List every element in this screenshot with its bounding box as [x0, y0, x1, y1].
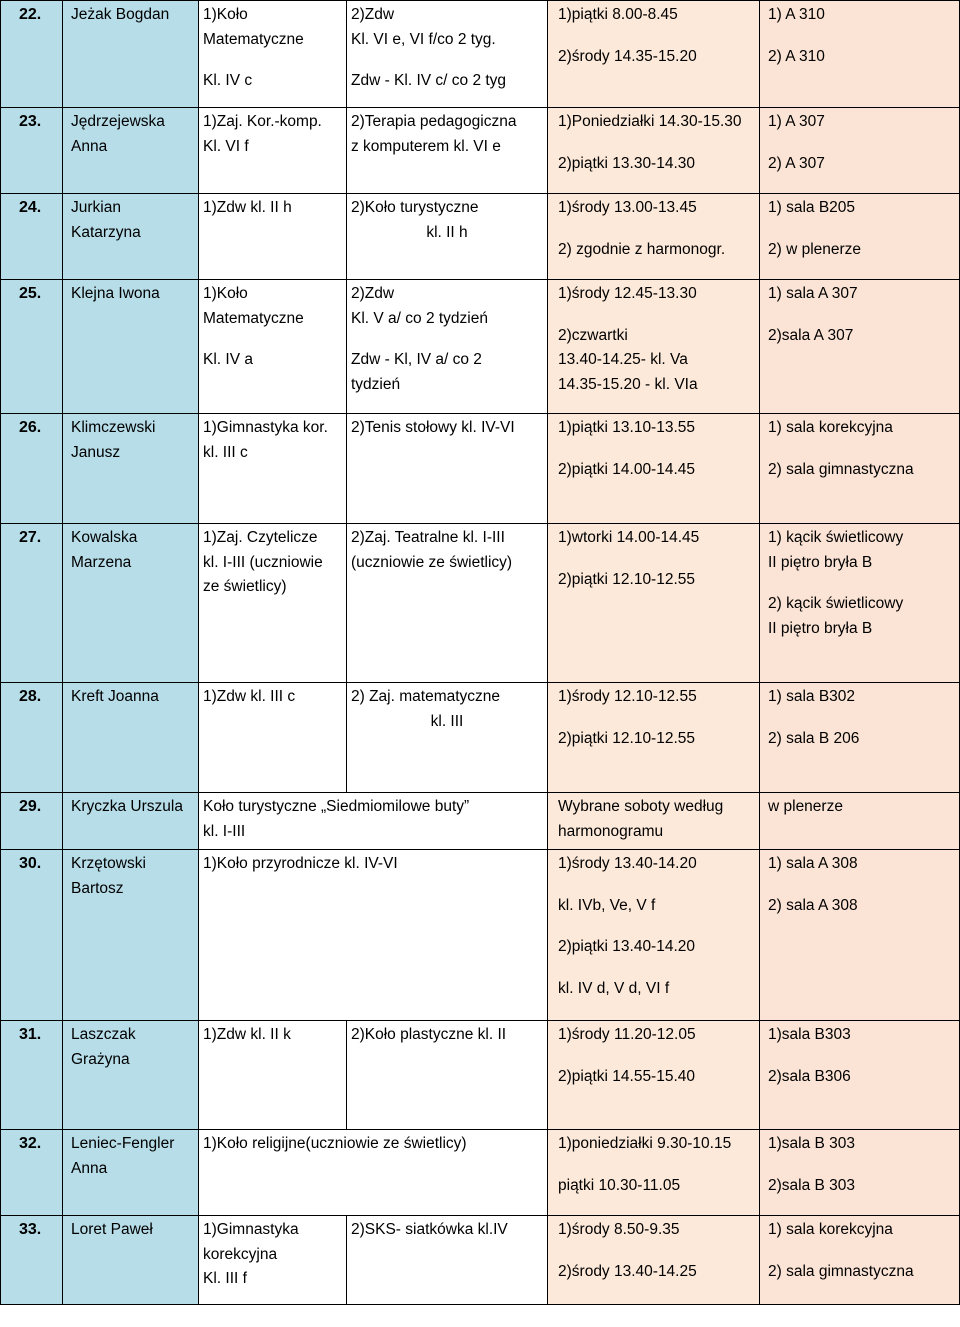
table-row: [1, 524, 960, 683]
act1-line: kl. III c: [203, 443, 248, 461]
time-line: 2)czwartki: [558, 326, 628, 344]
act2-line: Zdw - Kl. IV c/ co 2 tyg: [351, 72, 507, 89]
activity-2: [347, 683, 548, 793]
name-line: Anna: [71, 1159, 108, 1177]
name-line: Kreft Joanna: [71, 688, 159, 705]
teacher-name: [63, 1216, 199, 1305]
activity-2: [347, 524, 548, 683]
room-line: II piętro bryła B: [768, 619, 873, 637]
room-location: [760, 850, 960, 1021]
act1-line: ze świetlicy): [203, 578, 287, 595]
row-number: 25.: [1, 280, 63, 414]
room-location: [760, 683, 960, 793]
activity-1: [199, 793, 548, 850]
line-spacer: [558, 1243, 755, 1260]
act1-line: 1)Gimnastyka kor.: [203, 419, 328, 436]
activity-1: [199, 108, 347, 194]
line-spacer: [558, 1048, 755, 1065]
time-line: 2)piątki 14.55-15.40: [558, 1067, 696, 1085]
room-location: [760, 1130, 960, 1216]
room-line: 1) sala A 308: [768, 855, 858, 872]
table-row: [1, 1130, 960, 1216]
line-spacer: [768, 575, 955, 592]
time-line: 1)środy 12.45-13.30: [558, 285, 697, 302]
act1-line: Kl. IV a: [203, 351, 253, 368]
line-spacer: [558, 877, 755, 894]
act1-line: 1)Zaj. Czytelicze: [203, 529, 318, 546]
act2-line: 2)Tenis stołowy kl. IV-VI: [351, 419, 515, 436]
room-line: II piętro bryła B: [768, 553, 873, 571]
act1-line: Koło turystyczne „Siedmiomilowe buty”: [203, 798, 470, 815]
time-line: 2) zgodnie z harmonogr.: [558, 240, 726, 258]
name-line: Loret Paweł: [71, 1221, 153, 1238]
name-line: Anna: [71, 137, 108, 155]
room-line: 1) A 310: [768, 6, 825, 23]
room-line: 1) kącik świetlicowy: [768, 529, 904, 546]
room-line: w plenerze: [768, 798, 843, 815]
row-number: 22.: [1, 1, 63, 108]
name-line: Kryczka Urszula: [71, 798, 183, 815]
line-spacer: [558, 221, 755, 238]
room-line: 2) kącik świetlicowy: [768, 595, 904, 612]
room-line: 2)sala B306: [768, 1067, 851, 1085]
room-location: [760, 1021, 960, 1130]
teacher-name: [63, 850, 199, 1021]
line-spacer: [558, 307, 755, 324]
table-row: [1, 793, 960, 850]
teacher-name: [63, 280, 199, 414]
line-spacer: [768, 1157, 955, 1174]
line-spacer: [768, 1243, 955, 1260]
table-row: [1, 1, 960, 108]
room-line: 1) sala A 307: [768, 285, 858, 302]
time-line: 1)środy 13.40-14.20: [558, 855, 697, 872]
schedule-time: [548, 194, 760, 280]
room-line: 1) sala B205: [768, 199, 856, 216]
name-line: Jurkian: [71, 199, 121, 216]
time-line: piątki 10.30-11.05: [558, 1176, 681, 1194]
schedule-time: [548, 683, 760, 793]
line-spacer: [768, 28, 955, 45]
act1-line: 1)Zdw kl. II h: [203, 199, 292, 216]
room-line: 2) sala B 206: [768, 729, 860, 747]
time-line: 1)środy 11.20-12.05: [558, 1026, 696, 1043]
row-number: 24.: [1, 194, 63, 280]
act2-line: 2)Terapia pedagogiczna: [351, 113, 517, 130]
time-line: 2)piątki 12.10-12.55: [558, 570, 696, 588]
room-location: [760, 524, 960, 683]
line-spacer: [558, 28, 755, 45]
activity-2: [347, 1, 548, 108]
activity-2: [347, 280, 548, 414]
room-line: 1) sala korekcyjna: [768, 419, 893, 436]
row-number: 30.: [1, 850, 63, 1021]
act2-line: 2)Zdw: [351, 285, 395, 302]
act1-line: Matematyczne: [203, 30, 304, 48]
teacher-name: [63, 683, 199, 793]
act2-line: Zdw - Kl, IV a/ co 2: [351, 351, 482, 368]
table-row: [1, 1021, 960, 1130]
act2-line: Kl. VI e, VI f/co 2 tyg.: [351, 30, 496, 48]
act1-line: 1)Koło: [203, 285, 248, 302]
time-line: 2)środy 14.35-15.20: [558, 47, 697, 65]
room-line: 2) A 310: [768, 47, 825, 65]
time-line: 1)Poniedziałki 14.30-15.30: [558, 113, 742, 130]
schedule-time: [548, 1021, 760, 1130]
time-line: 1)piątki 8.00-8.45: [558, 6, 678, 23]
activity-2: [347, 194, 548, 280]
act2-line: 2)Koło turystyczne: [351, 199, 479, 216]
name-line: Krzętowski: [71, 855, 146, 872]
room-location: [760, 108, 960, 194]
act2-line: Kl. V a/ co 2 tydzień: [351, 309, 488, 327]
activity-2: [347, 1216, 548, 1305]
act1-line: korekcyjna: [203, 1245, 278, 1263]
room-line: 1) sala korekcyjna: [768, 1221, 893, 1238]
act1-line: 1)Koło religijne(uczniowie ze świetlicy): [203, 1135, 467, 1152]
act1-line: Kl. III f: [203, 1270, 247, 1287]
line-spacer: [558, 1157, 755, 1174]
name-line: Klimczewski: [71, 419, 156, 436]
time-line: Wybrane soboty według: [558, 798, 724, 815]
line-spacer: [558, 551, 755, 568]
line-spacer: [558, 918, 755, 935]
table-row: [1, 683, 960, 793]
row-number: 32.: [1, 1130, 63, 1216]
schedule-body: [1, 1, 960, 1305]
line-spacer: [768, 221, 955, 238]
line-spacer: [768, 135, 955, 152]
name-line: Jędrzejewska: [71, 113, 165, 130]
activity-1: [199, 414, 347, 524]
act2-line: (uczniowie ze świetlicy): [351, 553, 513, 571]
act2-line: 2)SKS- siatkówka kl.IV: [351, 1221, 508, 1238]
room-line: 2)sala A 307: [768, 326, 854, 344]
name-line: Grażyna: [71, 1050, 130, 1068]
time-line: 2)piątki 12.10-12.55: [558, 729, 696, 747]
room-location: [760, 280, 960, 414]
table-row: [1, 194, 960, 280]
act1-line: 1)Gimnastyka: [203, 1221, 299, 1238]
activity-1: [199, 524, 347, 683]
row-number: 33.: [1, 1216, 63, 1305]
teacher-name: [63, 108, 199, 194]
schedule-time: [548, 1216, 760, 1305]
line-spacer: [351, 331, 543, 348]
time-line: 1)poniedziałki 9.30-10.15: [558, 1135, 732, 1152]
act2-line: kl. III: [430, 712, 464, 730]
schedule-time: [548, 850, 760, 1021]
time-line: 14.35-15.20 - kl. VIa: [558, 375, 698, 393]
time-line: 1)piątki 13.10-13.55: [558, 419, 696, 436]
time-line: 2)środy 13.40-14.25: [558, 1262, 697, 1280]
row-number: 27.: [1, 524, 63, 683]
room-line: 2) sala A 308: [768, 896, 858, 914]
activity-1: [199, 194, 347, 280]
row-number: 29.: [1, 793, 63, 850]
line-spacer: [203, 52, 342, 69]
row-number: 23.: [1, 108, 63, 194]
schedule-time: [548, 524, 760, 683]
time-line: kl. IV d, V d, VI f: [558, 979, 670, 997]
room-location: [760, 414, 960, 524]
act2-line: 2)Koło plastyczne kl. II: [351, 1026, 507, 1043]
teacher-name: [63, 194, 199, 280]
time-line: kl. IVb, Ve, V f: [558, 896, 656, 914]
line-spacer: [558, 710, 755, 727]
activity-1: [199, 280, 347, 414]
act2-line: z komputerem kl. VI e: [351, 137, 501, 155]
table-row: [1, 108, 960, 194]
table-row: [1, 850, 960, 1021]
room-location: [760, 1, 960, 108]
line-spacer: [558, 441, 755, 458]
table-row: [1, 280, 960, 414]
room-line: 2)sala B 303: [768, 1176, 856, 1194]
table-row: [1, 1216, 960, 1305]
room-line: 1)sala B303: [768, 1026, 851, 1043]
activity-2: [347, 414, 548, 524]
time-line: 2)piątki 13.40-14.20: [558, 938, 696, 955]
act1-line: Kl. VI f: [203, 137, 249, 155]
teacher-name: [63, 524, 199, 683]
time-line: 1)wtorki 14.00-14.45: [558, 529, 700, 546]
line-spacer: [768, 877, 955, 894]
act1-line: 1)Koło przyrodnicze kl. IV-VI: [203, 855, 398, 872]
line-spacer: [558, 960, 755, 977]
act1-line: Matematyczne: [203, 309, 304, 327]
line-spacer: [768, 1048, 955, 1065]
name-line: Marzena: [71, 553, 132, 571]
teacher-name: [63, 793, 199, 850]
room-line: 2) A 307: [768, 154, 825, 172]
room-line: 1) sala B302: [768, 688, 856, 705]
line-spacer: [768, 441, 955, 458]
teacher-name: [63, 1130, 199, 1216]
room-line: 2) sala gimnastyczna: [768, 460, 914, 478]
name-line: Leniec-Fengler: [71, 1135, 175, 1152]
schedule-time: [548, 280, 760, 414]
activity-1: [199, 1021, 347, 1130]
act2-line: kl. II h: [426, 223, 468, 241]
name-line: Kowalska: [71, 529, 138, 546]
act1-line: kl. I-III: [203, 822, 246, 840]
room-line: 1) A 307: [768, 113, 825, 130]
line-spacer: [768, 710, 955, 727]
schedule-time: [548, 1130, 760, 1216]
name-line: Bartosz: [71, 879, 124, 897]
name-line: Jeżak Bogdan: [71, 6, 170, 23]
line-spacer: [351, 52, 543, 69]
act1-line: kl. I-III (uczniowie: [203, 553, 323, 571]
time-line: 1)środy 12.10-12.55: [558, 688, 697, 705]
act1-line: 1)Koło: [203, 6, 248, 23]
schedule-time: [548, 1, 760, 108]
act2-line: 2) Zaj. matematyczne: [351, 688, 501, 705]
time-line: 13.40-14.25- kl. Va: [558, 351, 688, 368]
act1-line: 1)Zaj. Kor.-komp.: [203, 113, 322, 130]
room-location: [760, 793, 960, 850]
table-row: [1, 414, 960, 524]
schedule-time: [548, 414, 760, 524]
line-spacer: [558, 135, 755, 152]
schedule-time: [548, 108, 760, 194]
room-line: 1)sala B 303: [768, 1135, 856, 1152]
teacher-name: [63, 1, 199, 108]
row-number: 26.: [1, 414, 63, 524]
activity-1: [199, 850, 548, 1021]
room-location: [760, 194, 960, 280]
row-number: 28.: [1, 683, 63, 793]
act1-line: 1)Zdw kl. III c: [203, 688, 296, 705]
activity-2: [347, 1021, 548, 1130]
time-line: 2)piątki 14.00-14.45: [558, 460, 696, 478]
activity-2: [347, 108, 548, 194]
teacher-name: [63, 1021, 199, 1130]
room-line: 2) sala gimnastyczna: [768, 1262, 914, 1280]
act1-line: 1)Zdw kl. II k: [203, 1026, 291, 1043]
activity-1: [199, 683, 347, 793]
teacher-name: [63, 414, 199, 524]
schedule-time: [548, 793, 760, 850]
time-line: 1)środy 8.50-9.35: [558, 1221, 680, 1238]
act2-line: 2)Zdw: [351, 6, 395, 23]
name-line: Klejna Iwona: [71, 285, 160, 302]
room-location: [760, 1216, 960, 1305]
act2-line: 2)Zaj. Teatralne kl. I-III: [351, 529, 505, 546]
line-spacer: [768, 307, 955, 324]
act2-line: tydzień: [351, 375, 401, 393]
time-line: 1)środy 13.00-13.45: [558, 199, 697, 216]
name-line: Laszczak: [71, 1026, 136, 1043]
name-line: Katarzyna: [71, 223, 141, 241]
time-line: 2)piątki 13.30-14.30: [558, 154, 696, 172]
activity-1: [199, 1216, 347, 1305]
line-spacer: [203, 331, 342, 348]
act1-line: Kl. IV c: [203, 72, 253, 89]
time-line: harmonogramu: [558, 822, 664, 840]
row-number: 31.: [1, 1021, 63, 1130]
activity-1: [199, 1130, 548, 1216]
activity-1: [199, 1, 347, 108]
name-line: Janusz: [71, 443, 121, 461]
room-line: 2) w plenerze: [768, 240, 862, 258]
